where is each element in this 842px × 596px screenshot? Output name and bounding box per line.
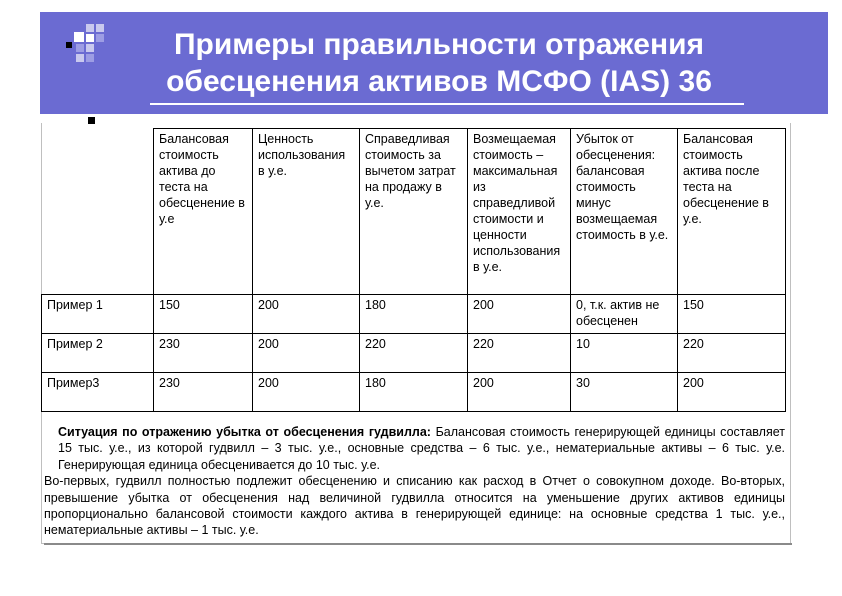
table-cell: 30	[571, 373, 678, 412]
header-cell: Справедливая стоимость за вычетом затрат на продажу в у.е.	[360, 129, 468, 295]
row-label: Пример 1	[42, 295, 154, 334]
table-cell: 220	[360, 334, 468, 373]
table-cell: 0, т.к. актив не обесценен	[571, 295, 678, 334]
table-cell: 200	[253, 295, 360, 334]
note-paragraph-1	[44, 424, 785, 473]
table-header-row	[42, 129, 786, 295]
table-cell: 200	[678, 373, 786, 412]
table-cell: 220	[678, 334, 786, 373]
table-cell: 150	[154, 295, 253, 334]
table-cell: 200	[253, 334, 360, 373]
table-cell: 220	[468, 334, 571, 373]
header-cell: Балансовая стоимость актива после теста на обесценение в у.е.	[678, 129, 786, 295]
page-title	[40, 26, 838, 100]
table-cell: 200	[468, 373, 571, 412]
table-cell: 200	[468, 295, 571, 334]
note-paragraph-2: Во-первых, гудвилл полностью подлежит обесценению и списанию как расход в Отчет о совокупном доходе. Во-вторых, превышение убытка от обесценения над величиной гудвилла относится на уменьшение других активов единицы пропорционально балансовой стоимости каждого актива в генерирующей единице: на основные средства 1 тыс. у.е., нематериальные активы – 1 тыс. у.е.	[44, 474, 785, 538]
table-row	[42, 295, 786, 334]
content-frame-shadow	[44, 543, 792, 545]
situation-note	[44, 424, 785, 539]
table-cell: 180	[360, 373, 468, 412]
table-cell: 180	[360, 295, 468, 334]
title-underline	[150, 103, 744, 105]
header-cell: Возмещаемая стоимость – максимальная из справедливой стоимости и ценности использования в у.е.	[468, 129, 571, 295]
table-row	[42, 334, 786, 373]
header-cell: Убыток от обесценения: балансовая стоимость минус возмещаемая стоимость в у.е.	[571, 129, 678, 295]
table-row	[42, 373, 786, 412]
impairment-table	[41, 128, 786, 412]
row-label: Пример3	[42, 373, 154, 412]
table-cell: 200	[253, 373, 360, 412]
title-line-2: обесценения активов МСФО (IAS) 36	[166, 65, 712, 98]
header-cell: Ценность использования в у.е.	[253, 129, 360, 295]
row-label: Пример 2	[42, 334, 154, 373]
header-cell-empty	[42, 129, 154, 295]
header-cell: Балансовая стоимость актива до теста на обесценение в у.е	[154, 129, 253, 295]
note-text: Балансовая стоимость генерирующей единицы составляет 15 тыс. у.е., из которой гудвилл – 3 тыс. у.е., основные средства – 6 тыс. у.е., нематериальные активы – 6 тыс. у.е. Генерирующая единица обесценивается до 10 тыс. у.е.	[58, 425, 785, 472]
table-cell: 10	[571, 334, 678, 373]
note-bold-lead: Ситуация по отражению убытка от обесценения гудвилла:	[58, 425, 431, 439]
table-cell: 150	[678, 295, 786, 334]
table-cell: 230	[154, 334, 253, 373]
title-line-1: Примеры правильности отражения	[173, 28, 705, 61]
table-cell: 230	[154, 373, 253, 412]
